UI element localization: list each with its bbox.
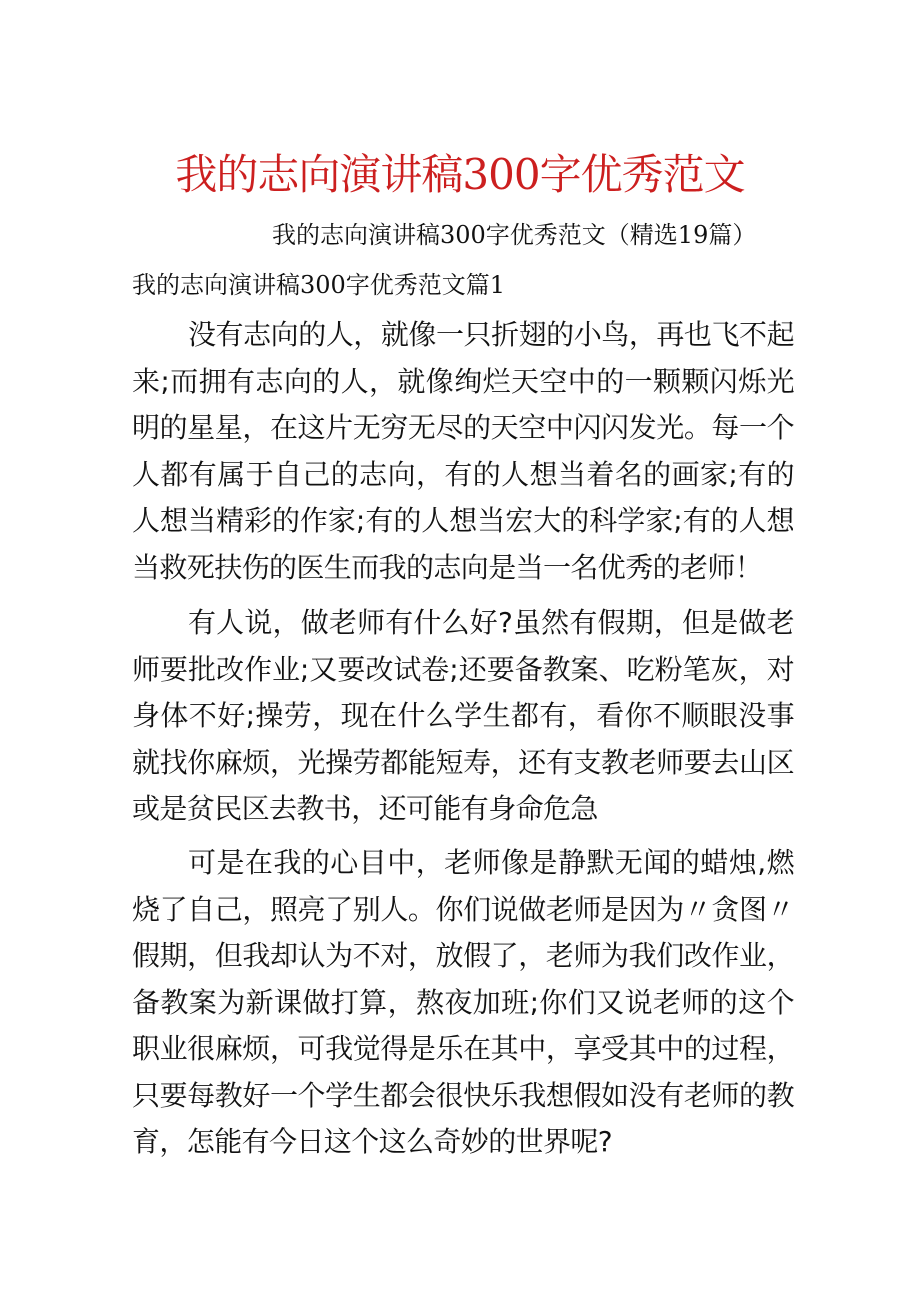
paragraph-1: 没有志向的人，就像一只折翅的小鸟，再也飞不起来;而拥有志向的人，就像绚烂天空中的一颗颗闪烁光明的星星，在这片无穷无尽的天空中闪闪发光。每一个人都有属于自己的志向，有的人想当着名的画家;有的人想当精彩的作家;有的人想当宏大的科学家;有的人想当救死扶伤的医生而我的志向是当一名优秀的老师！	[132, 318, 794, 584]
paragraph-2: 有人说，做老师有什么好?虽然有假期，但是做老师要批改作业;又要改试卷;还要备教案、吃粉笔灰，对身体不好;操劳，现在什么学生都有，看你不顺眼没事就找你麻烦，光操劳都能短寿，还有支教老师要去山区或是贫民区去教书，还可能有身命危急	[132, 606, 794, 825]
document-title: 我的志向演讲稿300字优秀范文	[175, 150, 745, 199]
document-subtitle: 我的志向演讲稿300字优秀范文（精选19篇）	[272, 221, 757, 249]
paragraph-3: 可是在我的心目中，老师像是静默无闻的蜡烛,燃烧了自己，照亮了别人。你们说做老师是因为〃贪图〃假期，但我却认为不对，放假了，老师为我们改作业，备教案为新课做打算，熬夜加班;你们又说老师的这个职业很麻烦，可我觉得是乐在其中，享受其中的过程，只要每教好一个学生都会很快乐我想假如没有老师的教育，怎能有今日这个这么奇妙的世界呢?	[132, 846, 794, 1158]
section-heading: 我的志向演讲稿300字优秀范文篇1	[132, 271, 506, 299]
